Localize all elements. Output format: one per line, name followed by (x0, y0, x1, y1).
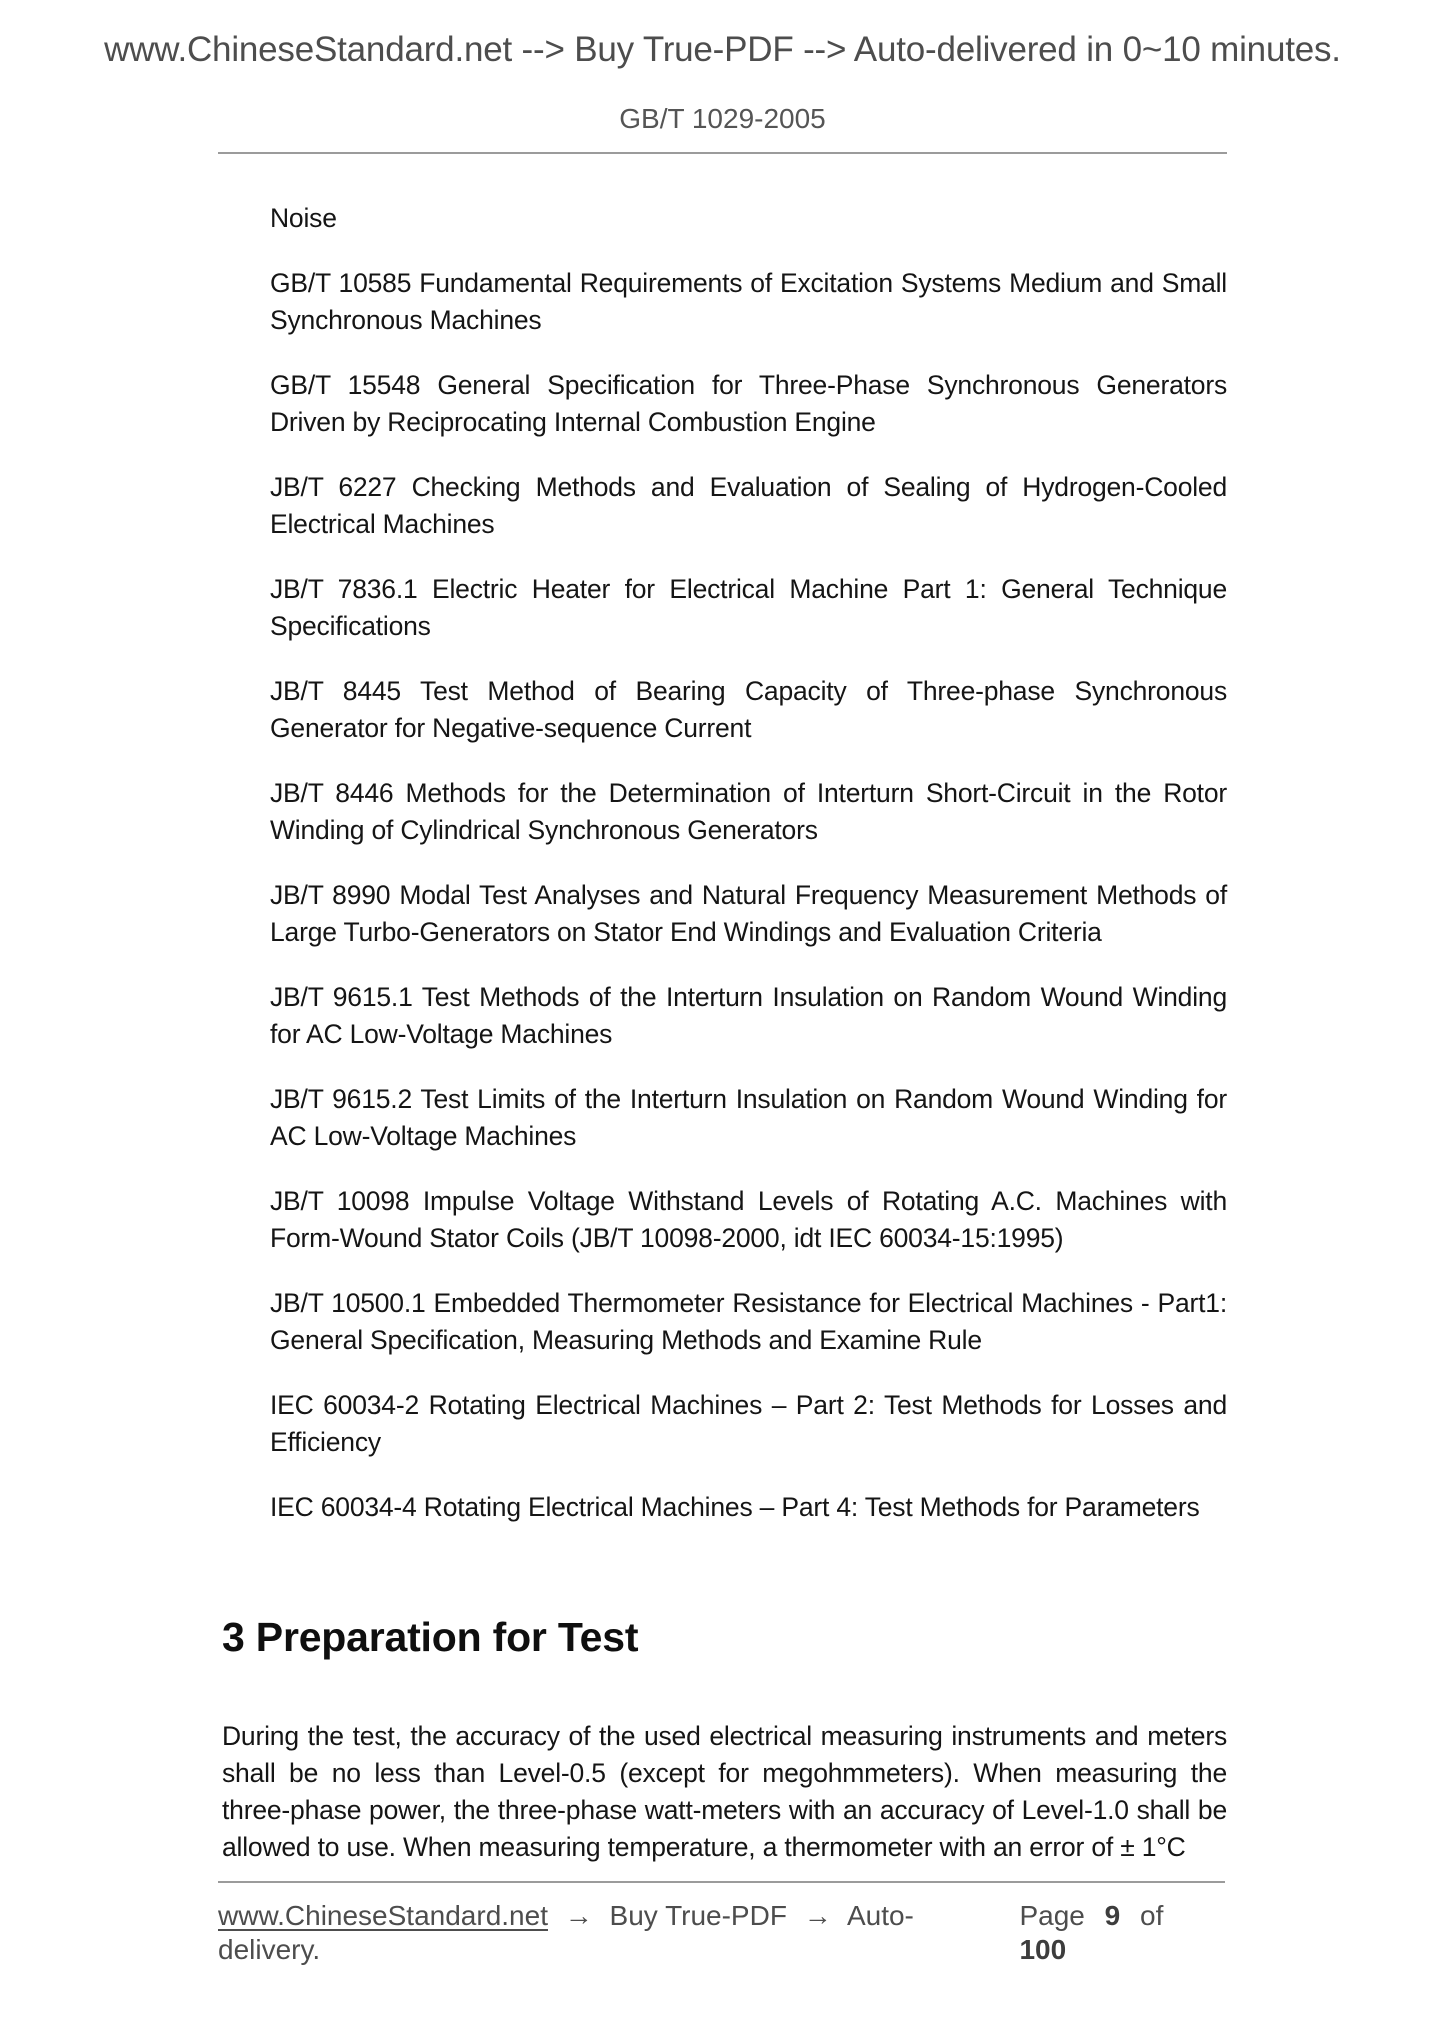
reference-item: JB/T 9615.1 Test Methods of the Interturn Insulation on Random Wound Winding for AC Low-Voltage Machines (270, 982, 1227, 1049)
of-label: of (1140, 1900, 1164, 1931)
reference-item: GB/T 15548 General Specification for Three-Phase Synchronous Generators Driven by Reciprocating Internal Combustion Engine (270, 370, 1227, 437)
header-banner: www.ChineseStandard.net --> Buy True-PDF --> Auto-delivered in 0~10 minutes. (104, 30, 1341, 69)
footer-rule (218, 1881, 1225, 1883)
footer-buy-label: Buy True-PDF (609, 1900, 787, 1931)
page-content (222, 200, 1227, 1866)
reference-item: JB/T 8446 Methods for the Determination of Interturn Short-Circuit in the Rotor Winding of Cylindrical Synchronous Generators (270, 778, 1227, 845)
page-label: Page (1019, 1900, 1085, 1931)
reference-item: JB/T 8445 Test Method of Bearing Capacity of Three-phase Synchronous Generator for Negative-sequence Current (270, 676, 1227, 743)
section-heading: 3 Preparation for Test (222, 1614, 639, 1660)
footer-row (218, 1899, 1225, 1967)
reference-item: JB/T 10098 Impulse Voltage Withstand Levels of Rotating A.C. Machines with Form-Wound Stator Coils (JB/T 10098-2000, idt IEC 60034-15:1995) (270, 1186, 1227, 1253)
reference-item: JB/T 10500.1 Embedded Thermometer Resistance for Electrical Machines - Part1: General Specification, Measuring Methods and Examine Rule (270, 1288, 1227, 1355)
arrow-icon: → (803, 1900, 832, 1931)
references-list (222, 200, 1227, 1526)
total-page-number: 100 (1019, 1934, 1067, 1965)
section-body-paragraph: During the test, the accuracy of the used electrical measuring instruments and meters shall be no less than Level-0.5 (except for megohmmeters). When measuring the three-phase power, the three-phase watt-meters with an accuracy of Level-1.0 shall be allowed to use. When measuring temperature, a thermometer with an error of ± 1°C (222, 1721, 1227, 1862)
site-link[interactable]: www.ChineseStandard.net (218, 1900, 548, 1931)
footer-left (218, 1899, 1007, 1967)
reference-item: JB/T 7836.1 Electric Heater for Electrical Machine Part 1: General Technique Specifications (270, 574, 1227, 641)
reference-item: IEC 60034-4 Rotating Electrical Machines – Part 4: Test Methods for Parameters (270, 1492, 1200, 1522)
reference-item: JB/T 8990 Modal Test Analyses and Natural Frequency Measurement Methods of Large Turbo-Generators on Stator End Windings and Evaluation Criteria (270, 880, 1227, 947)
reference-item: JB/T 6227 Checking Methods and Evaluation of Sealing of Hydrogen-Cooled Electrical Machines (270, 472, 1227, 539)
reference-item: GB/T 10585 Fundamental Requirements of Excitation Systems Medium and Small Synchronous Machines (270, 268, 1227, 335)
footer-delivery-label: Auto-delivery. (218, 1900, 914, 1965)
reference-item: Noise (270, 203, 337, 233)
arrow-icon: → (564, 1900, 593, 1931)
doc-number: GB/T 1029-2005 (619, 103, 826, 134)
page-footer (218, 1881, 1225, 1967)
reference-item: JB/T 9615.2 Test Limits of the Interturn Insulation on Random Wound Winding for AC Low-Voltage Machines (270, 1084, 1227, 1151)
reference-item: IEC 60034-2 Rotating Electrical Machines – Part 2: Test Methods for Losses and Efficiency (270, 1390, 1227, 1457)
header-rule (218, 152, 1227, 154)
current-page-number: 9 (1104, 1900, 1121, 1931)
page-indicator (1007, 1899, 1225, 1967)
